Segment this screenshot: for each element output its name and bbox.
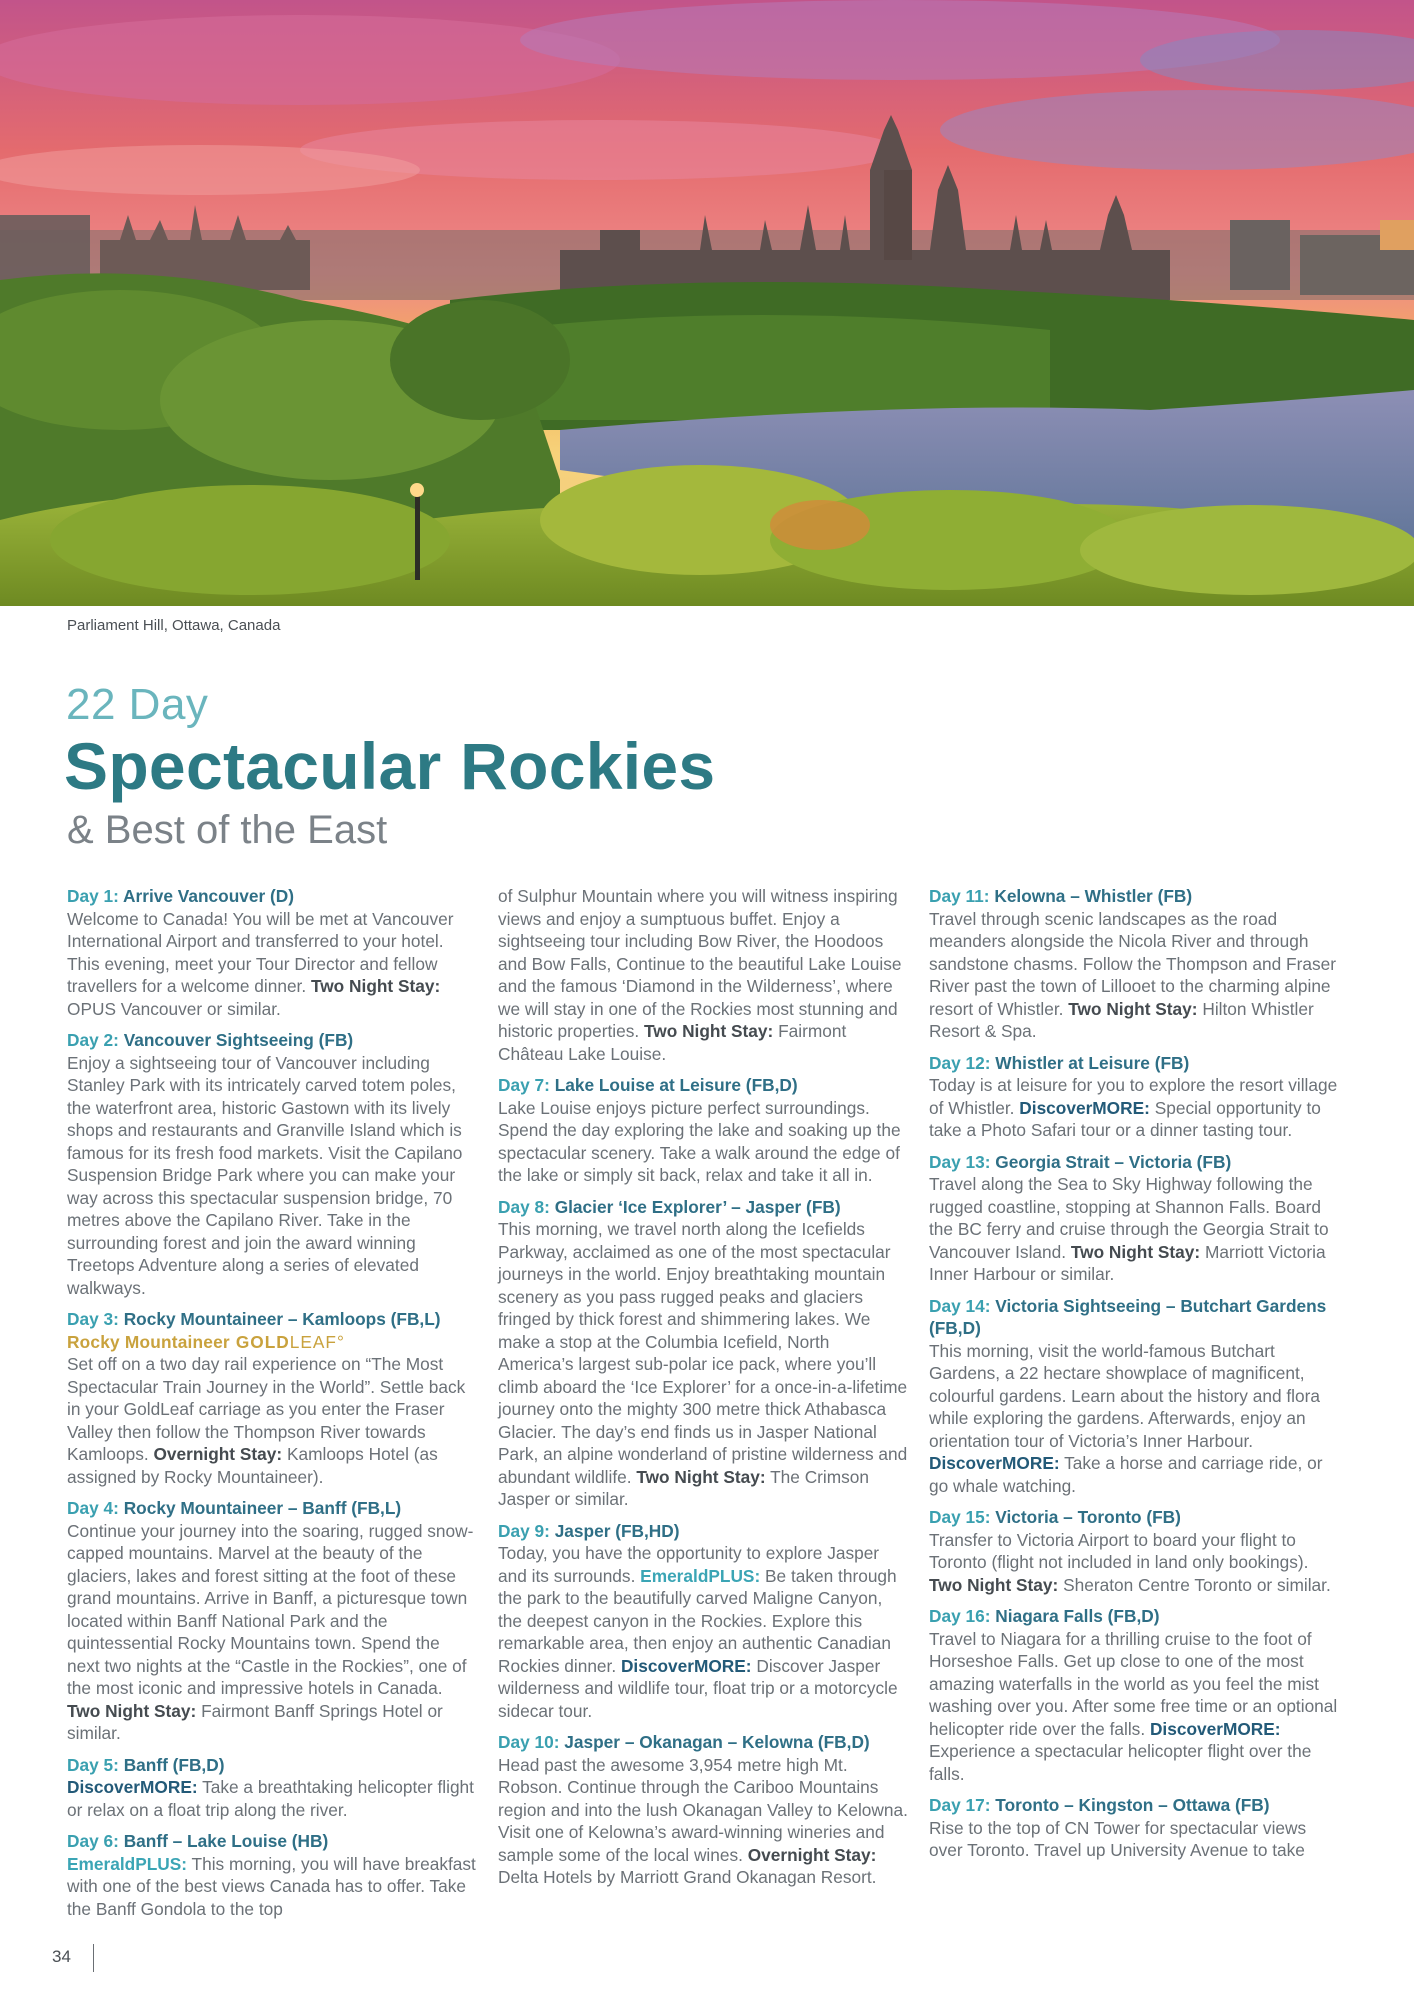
hero-photo (0, 0, 1414, 606)
day-5: Day 5: Banff (FB,D) DiscoverMORE: Take a breathtaking helicopter flight or relax on a float trip along the river. (67, 1754, 477, 1822)
day-1: Day 1: Arrive Vancouver (D) Welcome to Canada! You will be met at Vancouver International Airport and transferred to your hotel. This evening, meet your Tour Director and fellow travellers for a welcome dinner. Two Night Stay: OPUS Vancouver or similar. (67, 885, 477, 1020)
day-heading: Day 10: Jasper – Okanagan – Kelowna (FB,D) (498, 1732, 870, 1752)
day-heading: Day 5: Banff (FB,D) (67, 1754, 225, 1775)
day-heading: Day 7: Lake Louise at Leisure (FB,D) (498, 1075, 798, 1095)
day-17: Day 17: Toronto – Kingston – Ottawa (FB) Rise to the top of CN Tower for spectacular views over Toronto. Travel up University Avenue to take (929, 1794, 1341, 1862)
page-number-divider (93, 1944, 94, 1972)
itinerary-column-3 (929, 885, 1341, 1871)
day-12: Day 12: Whistler at Leisure (FB) Today is at leisure for you to explore the resort village of Whistler. DiscoverMORE: Special opportunity to take a Photo Safari tour or a dinner tasting tour. (929, 1052, 1341, 1142)
day-heading: Day 15: Victoria – Toronto (FB) (929, 1507, 1181, 1527)
day-10: Day 10: Jasper – Okanagan – Kelowna (FB,D) Head past the awesome 3,954 metre high Mt. Robson. Continue through the Cariboo Mountains region and into the lush Okanagan Valley to Kelowna. Visit one of Kelowna’s award-winning wineries and sample some of the local wines. Overnight Stay: Delta Hotels by Marriott Grand Okanagan Resort. (498, 1732, 908, 1887)
day-14: Day 14: Victoria Sightseeing – Butchart Gardens (FB,D) This morning, visit the world-famous Butchart Gardens, a 22 hectare showplace of magnificent, colourful gardens. Learn about the history and flora while exploring the gardens. Afterwards, enjoy an orientation tour of Victoria’s Inner Harbour. DiscoverMORE: Take a horse and carriage ride, or go whale watching. (929, 1295, 1341, 1498)
day-heading: Day 17: Toronto – Kingston – Ottawa (FB) (929, 1795, 1270, 1815)
day-6-continued: of Sulphur Mountain where you will witness inspiring views and enjoy a sumptuous buffet. Enjoy a sightseeing tour including Bow River, the Hoodoos and Bow Falls, Continue to the beautiful Lake Louise and the famous ‘Diamond in the Wilderness’, where we will stay in one of the Rockies most stunning and historic properties. Two Night Stay: Fairmont Château Lake Louise. (498, 886, 902, 1064)
day-heading: Day 1: Arrive Vancouver (D) (67, 886, 295, 906)
itinerary-column-2 (498, 885, 908, 1898)
day-heading: Day 14: Victoria Sightseeing – Butchart Gardens (FB,D) (929, 1295, 1327, 1338)
day-heading: Day 11: Kelowna – Whistler (FB) (929, 886, 1193, 906)
day-heading: Day 3: Rocky Mountaineer – Kamloops (FB,L) (67, 1309, 441, 1329)
day-9: Day 9: Jasper (FB,HD) Today, you have the opportunity to explore Jasper and its surrounds. EmeraldPLUS: Be taken through the park to the beautifully carved Maligne Canyon, the deepest canyon in the Rockies. Explore this remarkable area, then enjoy an authentic Canadian Rockies dinner. DiscoverMORE: Discover Jasper wilderness and wildlife tour, float trip or a motorcycle sidecar tour. (498, 1520, 908, 1723)
day-heading: Day 12: Whistler at Leisure (FB) (929, 1052, 1190, 1073)
day-7: Day 7: Lake Louise at Leisure (FB,D) Lake Louise enjoys picture perfect surroundings. Spend the day exploring the lake and soaking up the spectacular scenery. Take a walk around the edge of the lake or simply sit back, relax and take it all in. (498, 1074, 908, 1187)
day-heading: Day 2: Vancouver Sightseeing (FB) (67, 1030, 354, 1050)
day-heading: Day 13: Georgia Strait – Victoria (FB) (929, 1151, 1232, 1172)
day-6: Day 6: Banff – Lake Louise (HB) EmeraldPLUS: This morning, you will have breakfast with one of the best views Canada has to offer. Take the Banff Gondola to the top (67, 1831, 476, 1919)
itinerary-column-1 (67, 885, 477, 1929)
day-15: Day 15: Victoria – Toronto (FB) Transfer to Victoria Airport to board your flight to Toronto (flight not included in land only bookings). Two Night Stay: Sheraton Centre Toronto or similar. (929, 1506, 1341, 1596)
day-4: Day 4: Rocky Mountaineer – Banff (FB,L) Continue your journey into the soaring, rugged snow-capped mountains. Marvel at the beauty of the glaciers, lakes and forest sitting at the foot of these grand mountains. Arrive in Banff, a picturesque town located within Banff National Park and the quintessential Rocky Mountains town. Spend the next two nights at the “Castle in the Rockies”, one of the most iconic and impressive hotels in Canada. Two Night Stay: Fairmont Banff Springs Hotel or similar. (67, 1497, 477, 1745)
day-heading: Day 16: Niagara Falls (FB,D) (929, 1606, 1160, 1626)
day-heading: Day 8: Glacier ‘Ice Explorer’ – Jasper (FB) (498, 1196, 841, 1217)
day-heading: Day 9: Jasper (FB,HD) (498, 1520, 680, 1541)
goldleaf-logo: Rocky Mountaineer GOLDLEAF° (67, 1331, 345, 1352)
tour-duration: 22 Day (66, 680, 209, 729)
day-3: Day 3: Rocky Mountaineer – Kamloops (FB,L) Rocky Mountaineer GOLDLEAF° Set off on a two day rail experience on “The Most Spectacular Train Journey in the World”. Settle back in your GoldLeaf carriage as you enter the Fraser Valley then follow the Thompson River towards Kamloops. Overnight Stay: Kamloops Hotel (as assigned by Rocky Mountaineer). (67, 1308, 477, 1488)
day-heading: Day 6: Banff – Lake Louise (HB) (67, 1831, 329, 1851)
photo-caption: Parliament Hill, Ottawa, Canada (67, 617, 281, 634)
day-8: Day 8: Glacier ‘Ice Explorer’ – Jasper (FB) This morning, we travel north along the Icefields Parkway, acclaimed as one of the most spectacular journeys in the world. Enjoy breathtaking mountain scenery as you pass rugged peaks and glaciers fringed by thick forest and shimmering lakes. We make a stop at the Columbia Icefield, North America’s largest sub-polar ice pack, where you’ll climb aboard the ‘Ice Explorer’ for a once-in-a-lifetime journey onto the mighty 300 metre thick Athabasca Glacier. The day’s end finds us in Jasper National Park, an alpine wonderland of pristine wilderness and abundant wildlife. Two Night Stay: The Crimson Jasper or similar. (498, 1196, 908, 1509)
day-heading: Day 4: Rocky Mountaineer – Banff (FB,L) (67, 1498, 402, 1518)
page-subtitle: & Best of the East (67, 808, 388, 852)
day-2: Day 2: Vancouver Sightseeing (FB) Enjoy a sightseeing tour of Vancouver including Stanley Park with its intricately carved totem poles, the waterfront area, historic Gastown with its lively shops and restaurants and Granville Island which is famous for its fresh food markets. Visit the Capilano Suspension Bridge Park where you can make your way across this spectacular suspension bridge, 70 metres above the Capilano River. Take in the surrounding forest and join the award winning Treetops Adventure along a series of elevated walkways. (67, 1029, 477, 1299)
day-11: Day 11: Kelowna – Whistler (FB) Travel through scenic landscapes as the road meanders alongside the Nicola River and through sandstone chasms. Follow the Thompson and Fraser River past the town of Lillooet to the charming alpine resort of Whistler. Two Night Stay: Hilton Whistler Resort & Spa. (929, 885, 1341, 1043)
page-title: Spectacular Rockies (64, 729, 716, 803)
day-13: Day 13: Georgia Strait – Victoria (FB) Travel along the Sea to Sky Highway following the rugged coastline, stopping at Shannon Falls. Board the BC ferry and cruise through the Georgia Strait to Vancouver Island. Two Night Stay: Marriott Victoria Inner Harbour or similar. (929, 1151, 1341, 1286)
page-number: 34 (52, 1947, 71, 1966)
day-16: Day 16: Niagara Falls (FB,D) Travel to Niagara for a thrilling cruise to the foot of Horseshoe Falls. Get up close to one of the most amazing waterfalls in the world as you feel the mist washing over you. After some free time or an optional helicopter ride over the falls. DiscoverMORE: Experience a spectacular helicopter flight over the falls. (929, 1605, 1341, 1785)
